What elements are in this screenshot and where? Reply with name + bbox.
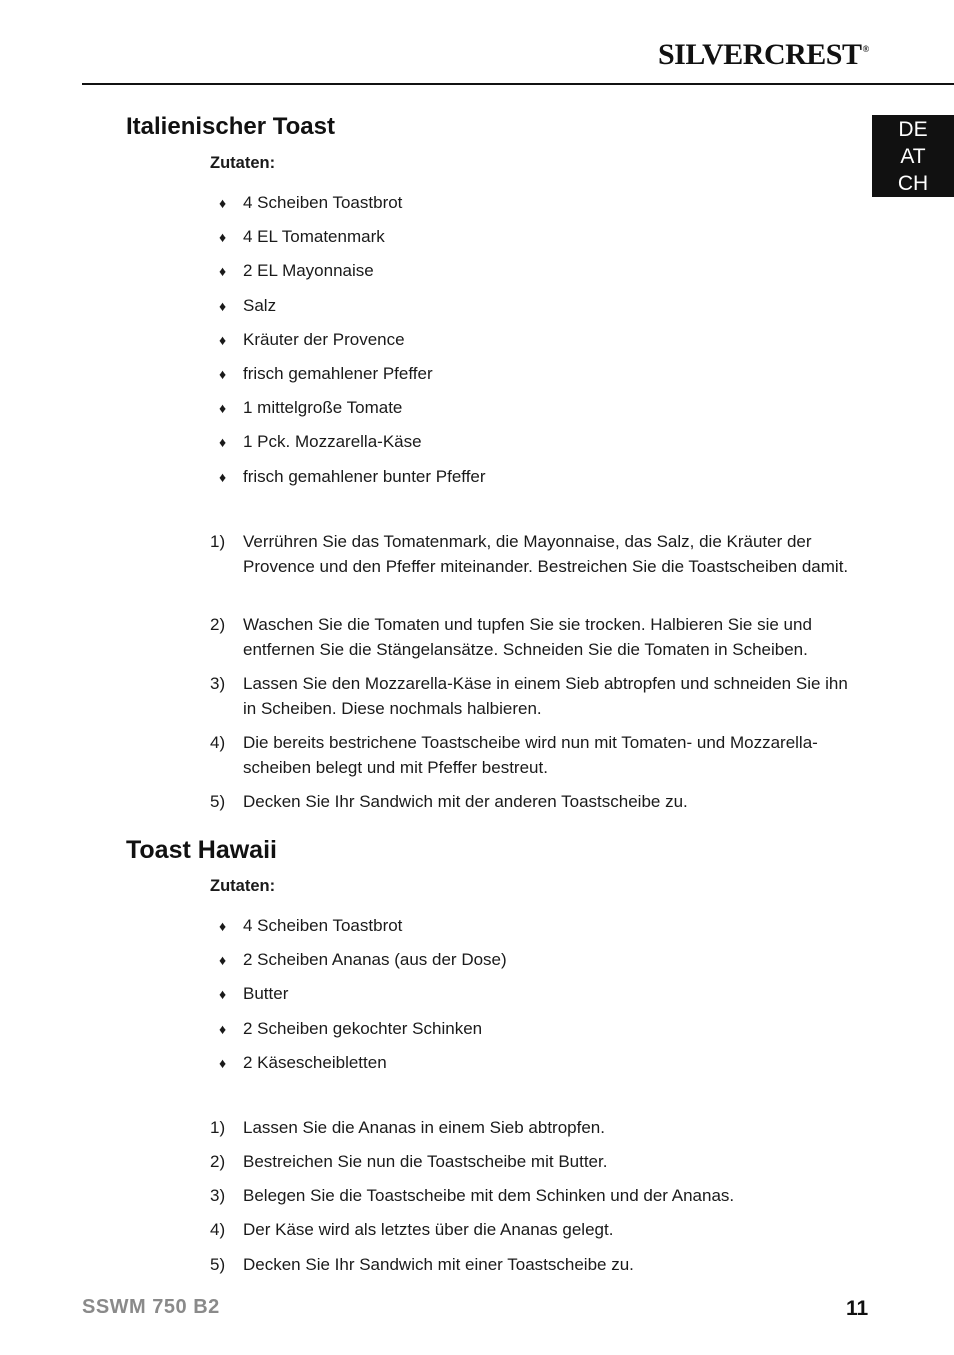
list-item: ♦ Butter xyxy=(219,984,289,1004)
ingredients-label: Zutaten: xyxy=(210,877,276,895)
list-item: ♦ frisch gemahlener bunter Pfeffer xyxy=(219,466,486,486)
diamond-bullet-icon: ♦ xyxy=(219,1020,227,1037)
step-item: 4) Der Käse wird als letztes über die Ananas gelegt. xyxy=(210,1220,614,1239)
step-item: 2) Bestreichen Sie nun die Toastscheibe mit Butter. xyxy=(210,1152,608,1171)
diamond-bullet-icon: ♦ xyxy=(219,952,227,969)
list-item: ♦ 2 Käsescheibletten xyxy=(219,1052,387,1072)
diamond-bullet-icon: ♦ xyxy=(219,468,227,485)
step-item: 5) Decken Sie Ihr Sandwich mit einer Toastscheibe zu. xyxy=(210,1255,634,1274)
list-item: ♦ 1 mittelgroße Tomate xyxy=(219,398,403,418)
lang-ch: CH xyxy=(897,172,929,195)
brand-name: SILVERCREST xyxy=(658,38,862,71)
list-item: ♦ Kräuter der Provence xyxy=(219,329,405,349)
diamond-bullet-icon: ♦ xyxy=(219,365,227,382)
step-item: 4) Die bereits bestrichene Toastscheibe wird nun mit Tomaten- und Mozzarella-scheiben belegt und mit Pfeffer bestreut. xyxy=(210,733,818,777)
ingredient-list xyxy=(210,915,507,1086)
diamond-bullet-icon: ♦ xyxy=(219,918,227,934)
list-item: ♦ 2 Scheiben Ananas (aus der Dose) xyxy=(219,950,507,970)
diamond-bullet-icon: ♦ xyxy=(219,229,227,246)
list-item: ♦ 1 Pck. Mozzarella-Käse xyxy=(219,432,422,452)
list-item: ♦ 4 Scheiben Toastbrot xyxy=(219,916,403,935)
section-title-toast-hawaii: Toast Hawaii xyxy=(126,836,277,864)
step-item: 1) Lassen Sie die Ananas in einem Sieb abtropfen. xyxy=(210,1118,605,1137)
page-number: 11 xyxy=(846,1297,869,1320)
diamond-bullet-icon: ♦ xyxy=(219,297,227,314)
diamond-bullet-icon: ♦ xyxy=(219,400,227,417)
model-number: SSWM 750 B2 xyxy=(82,1296,220,1318)
step-item: 2) Waschen Sie die Tomaten und tupfen Sie sie trocken. Halbieren Sie sie und entfernen Sie die Stängelansätze. Schneiden Sie die Tomaten in Scheiben. xyxy=(210,615,812,659)
step-item: 1) Verrühren Sie das Tomatenmark, die Mayonnaise, das Salz, die Kräuter der Provence und den Pfeffer miteinander. Bestreichen Sie die Toastscheiben damit. xyxy=(210,532,849,576)
ingredient-list xyxy=(210,192,486,500)
header-rule xyxy=(82,83,954,85)
step-item: 3) Belegen Sie die Toastscheibe mit dem Schinken und der Ananas. xyxy=(210,1186,735,1205)
step-item: 5) Decken Sie Ihr Sandwich mit der anderen Toastscheibe zu. xyxy=(210,792,688,811)
list-item: ♦ 2 Scheiben gekochter Schinken xyxy=(219,1018,483,1038)
section-title-italienischer-toast: Italienischer Toast xyxy=(126,113,335,140)
brand-logo xyxy=(658,38,869,72)
ingredients-label: Zutaten: xyxy=(210,154,276,172)
diamond-bullet-icon: ♦ xyxy=(219,986,227,1003)
diamond-bullet-icon: ♦ xyxy=(219,195,227,211)
diamond-bullet-icon: ♦ xyxy=(219,434,227,451)
diamond-bullet-icon: ♦ xyxy=(219,331,227,348)
list-item: ♦ frisch gemahlener Pfeffer xyxy=(219,363,433,383)
list-item: ♦ Salz xyxy=(219,295,277,315)
lang-de: DE xyxy=(898,118,928,141)
language-tab xyxy=(872,115,954,197)
list-item: ♦ 2 EL Mayonnaise xyxy=(219,261,374,281)
lang-at: AT xyxy=(900,145,926,168)
step-item: 3) Lassen Sie den Mozzarella-Käse in einem Sieb abtropfen und schneiden Sie ihn in Scheiben. Diese nochmals halbieren. xyxy=(210,674,848,718)
diamond-bullet-icon: ♦ xyxy=(219,263,227,280)
registered-mark: ® xyxy=(862,44,869,54)
list-item: ♦ 4 EL Tomatenmark xyxy=(219,227,385,247)
diamond-bullet-icon: ♦ xyxy=(219,1054,227,1071)
list-item: ♦ 4 Scheiben Toastbrot xyxy=(219,193,403,212)
